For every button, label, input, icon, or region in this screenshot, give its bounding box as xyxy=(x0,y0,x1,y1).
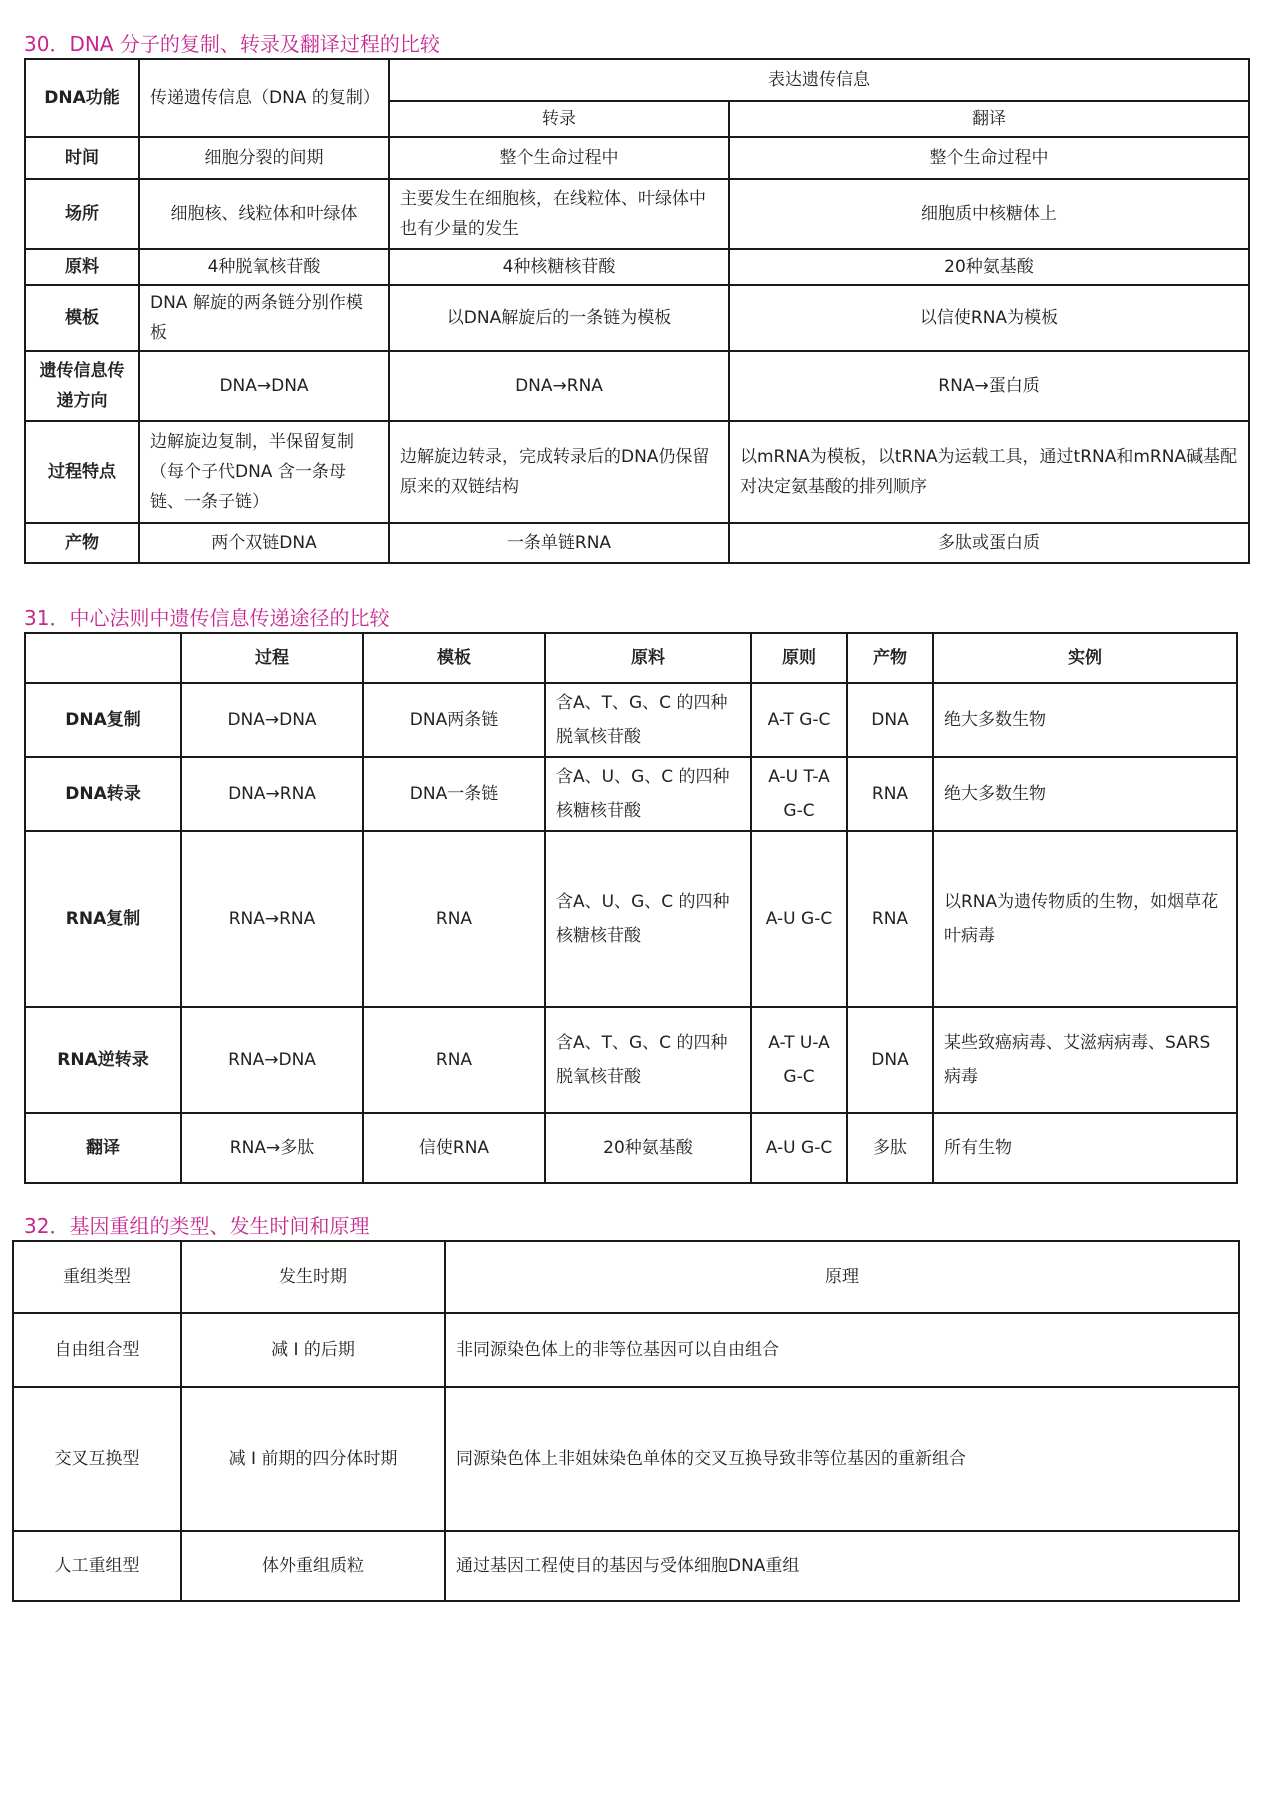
gene-recombination-table xyxy=(12,1240,1240,1602)
table-cell: 4种核糖核苷酸 xyxy=(389,249,729,285)
table-cell: RNA xyxy=(847,831,933,1007)
column-header: 原料 xyxy=(545,633,751,683)
table-cell: DNA→DNA xyxy=(181,683,363,757)
column-header: 模板 xyxy=(363,633,545,683)
col-replication-header: 传递遗传信息（DNA 的复制） xyxy=(139,59,389,137)
table-cell: RNA→DNA xyxy=(181,1007,363,1113)
table-cell: 某些致癌病毒、艾滋病病毒、SARS病毒 xyxy=(933,1007,1237,1113)
table-cell: A-U T-A G-C xyxy=(751,757,847,831)
table-cell: 一条单链RNA xyxy=(389,523,729,563)
row-label: 模板 xyxy=(25,285,139,351)
column-header: 重组类型 xyxy=(13,1241,181,1313)
table-cell: 以信使RNA为模板 xyxy=(729,285,1249,351)
table-cell: 所有生物 xyxy=(933,1113,1237,1183)
table-cell: 以mRNA为模板，以tRNA为运载工具，通过tRNA和mRNA碱基配对决定氨基酸的排列顺序 xyxy=(729,421,1249,523)
col-transcription-header: 转录 xyxy=(389,101,729,137)
table-cell: 含A、T、G、C 的四种脱氧核苷酸 xyxy=(545,1007,751,1113)
table-cell: 通过基因工程使目的基因与受体细胞DNA重组 xyxy=(445,1531,1239,1601)
dna-process-comparison-table xyxy=(24,58,1250,564)
table-cell: A-T U-A G-C xyxy=(751,1007,847,1113)
table-cell: 以RNA为遗传物质的生物，如烟草花叶病毒 xyxy=(933,831,1237,1007)
table-cell: 细胞分裂的间期 xyxy=(139,137,389,179)
table-cell: A-U G-C xyxy=(751,1113,847,1183)
row-label: 产物 xyxy=(25,523,139,563)
table-cell: 主要发生在细胞核，在线粒体、叶绿体中也有少量的发生 xyxy=(389,179,729,249)
table-cell: DNA→RNA xyxy=(181,757,363,831)
central-dogma-comparison-table xyxy=(24,632,1238,1184)
table-cell: 体外重组质粒 xyxy=(181,1531,445,1601)
table-cell: 两个双链DNA xyxy=(139,523,389,563)
row-label: DNA转录 xyxy=(25,757,181,831)
table-cell: 4种脱氧核苷酸 xyxy=(139,249,389,285)
table-cell: 20种氨基酸 xyxy=(545,1113,751,1183)
row-label: RNA复制 xyxy=(25,831,181,1007)
table-cell: 减 I 的后期 xyxy=(181,1313,445,1387)
table-cell: DNA一条链 xyxy=(363,757,545,831)
row-label: 遗传信息传递方向 xyxy=(25,351,139,421)
table-cell: 减 I 前期的四分体时期 xyxy=(181,1387,445,1531)
row-label: 过程特点 xyxy=(25,421,139,523)
table-cell: 细胞质中核糖体上 xyxy=(729,179,1249,249)
table-cell: A-T G-C xyxy=(751,683,847,757)
table-cell: DNA→DNA xyxy=(139,351,389,421)
table-cell: RNA→RNA xyxy=(181,831,363,1007)
section-30-title: 30．DNA 分子的复制、转录及翻译过程的比较 xyxy=(24,32,440,56)
table-cell: 多肽 xyxy=(847,1113,933,1183)
table-cell: 整个生命过程中 xyxy=(729,137,1249,179)
table-cell: 交叉互换型 xyxy=(13,1387,181,1531)
row-label: 原料 xyxy=(25,249,139,285)
table-cell: RNA xyxy=(363,831,545,1007)
table-cell: DNA→RNA xyxy=(389,351,729,421)
table-cell: 边解旋边复制，半保留复制（每个子代DNA 含一条母链、一条子链） xyxy=(139,421,389,523)
column-header: 过程 xyxy=(181,633,363,683)
row-label: 场所 xyxy=(25,179,139,249)
section-32-title: 32．基因重组的类型、发生时间和原理 xyxy=(24,1214,370,1238)
table-cell: DNA xyxy=(847,683,933,757)
table-cell: RNA→多肽 xyxy=(181,1113,363,1183)
table-cell: 含A、T、G、C 的四种脱氧核苷酸 xyxy=(545,683,751,757)
table-cell: 多肽或蛋白质 xyxy=(729,523,1249,563)
table-cell: DNA xyxy=(847,1007,933,1113)
table-cell: RNA xyxy=(363,1007,545,1113)
column-header: 原理 xyxy=(445,1241,1239,1313)
table-cell: 整个生命过程中 xyxy=(389,137,729,179)
header-empty xyxy=(25,633,181,683)
row-label: 时间 xyxy=(25,137,139,179)
section-31-title: 31．中心法则中遗传信息传递途径的比较 xyxy=(24,606,390,630)
row-label: RNA逆转录 xyxy=(25,1007,181,1113)
table-cell: 含A、U、G、C 的四种核糖核苷酸 xyxy=(545,831,751,1007)
column-header: 产物 xyxy=(847,633,933,683)
col-expression-header: 表达遗传信息 xyxy=(389,59,1249,101)
table-cell: 同源染色体上非姐妹染色单体的交叉互换导致非等位基因的重新组合 xyxy=(445,1387,1239,1531)
table-cell: 细胞核、线粒体和叶绿体 xyxy=(139,179,389,249)
row-label: 翻译 xyxy=(25,1113,181,1183)
table-cell: A-U G-C xyxy=(751,831,847,1007)
table-cell: 自由组合型 xyxy=(13,1313,181,1387)
row-header-cell: DNA功能 xyxy=(25,59,139,137)
table-cell: 以DNA解旋后的一条链为模板 xyxy=(389,285,729,351)
col-translation-header: 翻译 xyxy=(729,101,1249,137)
table-cell: RNA→蛋白质 xyxy=(729,351,1249,421)
table-cell: 非同源染色体上的非等位基因可以自由组合 xyxy=(445,1313,1239,1387)
table-cell: 绝大多数生物 xyxy=(933,757,1237,831)
table-cell: 边解旋边转录，完成转录后的DNA仍保留原来的双链结构 xyxy=(389,421,729,523)
table-cell: 绝大多数生物 xyxy=(933,683,1237,757)
table-cell: 信使RNA xyxy=(363,1113,545,1183)
row-label: DNA复制 xyxy=(25,683,181,757)
column-header: 原则 xyxy=(751,633,847,683)
table-cell: DNA 解旋的两条链分别作模板 xyxy=(139,285,389,351)
table-cell: 人工重组型 xyxy=(13,1531,181,1601)
column-header: 发生时期 xyxy=(181,1241,445,1313)
table-cell: RNA xyxy=(847,757,933,831)
table-cell: 20种氨基酸 xyxy=(729,249,1249,285)
column-header: 实例 xyxy=(933,633,1237,683)
table-cell: DNA两条链 xyxy=(363,683,545,757)
table-cell: 含A、U、G、C 的四种核糖核苷酸 xyxy=(545,757,751,831)
